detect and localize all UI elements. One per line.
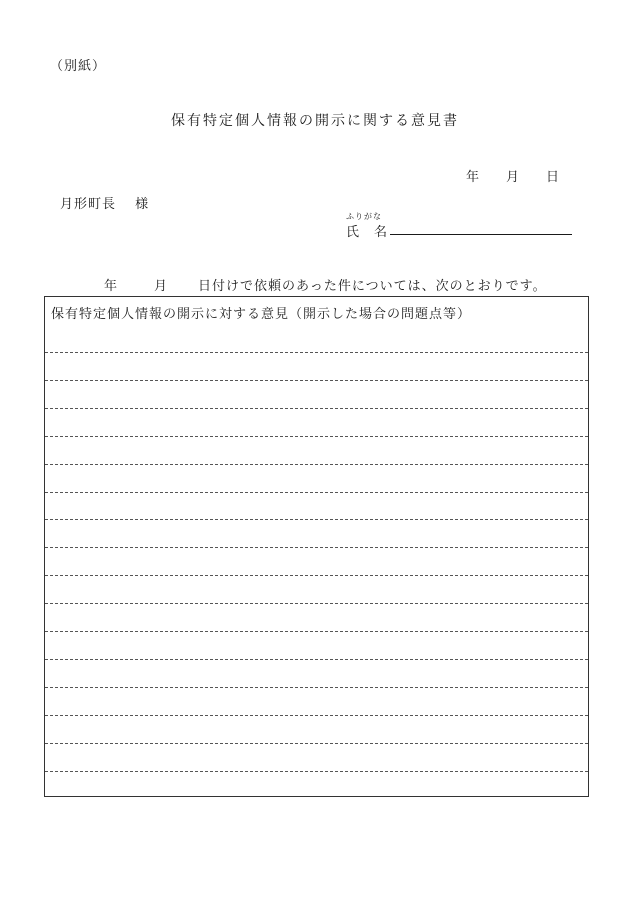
opinion-box[interactable] — [44, 296, 589, 797]
ruled-line — [45, 715, 588, 716]
ruled-line — [45, 352, 588, 353]
document-title: 保有特定個人情報の開示に関する意見書 — [171, 113, 459, 129]
ruled-line — [45, 687, 588, 688]
date-day: 日 — [546, 170, 561, 185]
opinion-box-header: 保有特定個人情報の開示に対する意見（開示した場合の問題点等） — [51, 307, 472, 322]
request-line — [104, 275, 547, 294]
date-month: 月 — [506, 170, 521, 185]
ruled-line — [45, 492, 588, 493]
ruled-line — [45, 659, 588, 660]
ruled-line — [45, 380, 588, 381]
attachment-label: （別紙） — [50, 59, 107, 74]
ruled-line — [45, 547, 588, 548]
date-year: 年 — [466, 170, 481, 185]
addressee: 月形町長 様 — [60, 197, 150, 212]
ruled-line — [45, 631, 588, 632]
ruled-line — [45, 575, 588, 576]
ruled-line — [45, 603, 588, 604]
ruled-line — [45, 519, 588, 520]
name-label: 氏 名 — [346, 225, 389, 240]
request-text: 日付けで依頼のあった件については、次のとおりです。 — [198, 279, 547, 294]
ruled-line — [45, 408, 588, 409]
request-year: 年 — [104, 279, 119, 294]
furigana-label: ふりがな — [346, 212, 382, 221]
ruled-line — [45, 771, 588, 772]
name-field[interactable] — [390, 234, 572, 235]
ruled-line — [45, 464, 588, 465]
ruled-line — [45, 743, 588, 744]
request-month: 月 — [154, 279, 169, 294]
ruled-line — [45, 436, 588, 437]
date-line — [466, 166, 560, 185]
